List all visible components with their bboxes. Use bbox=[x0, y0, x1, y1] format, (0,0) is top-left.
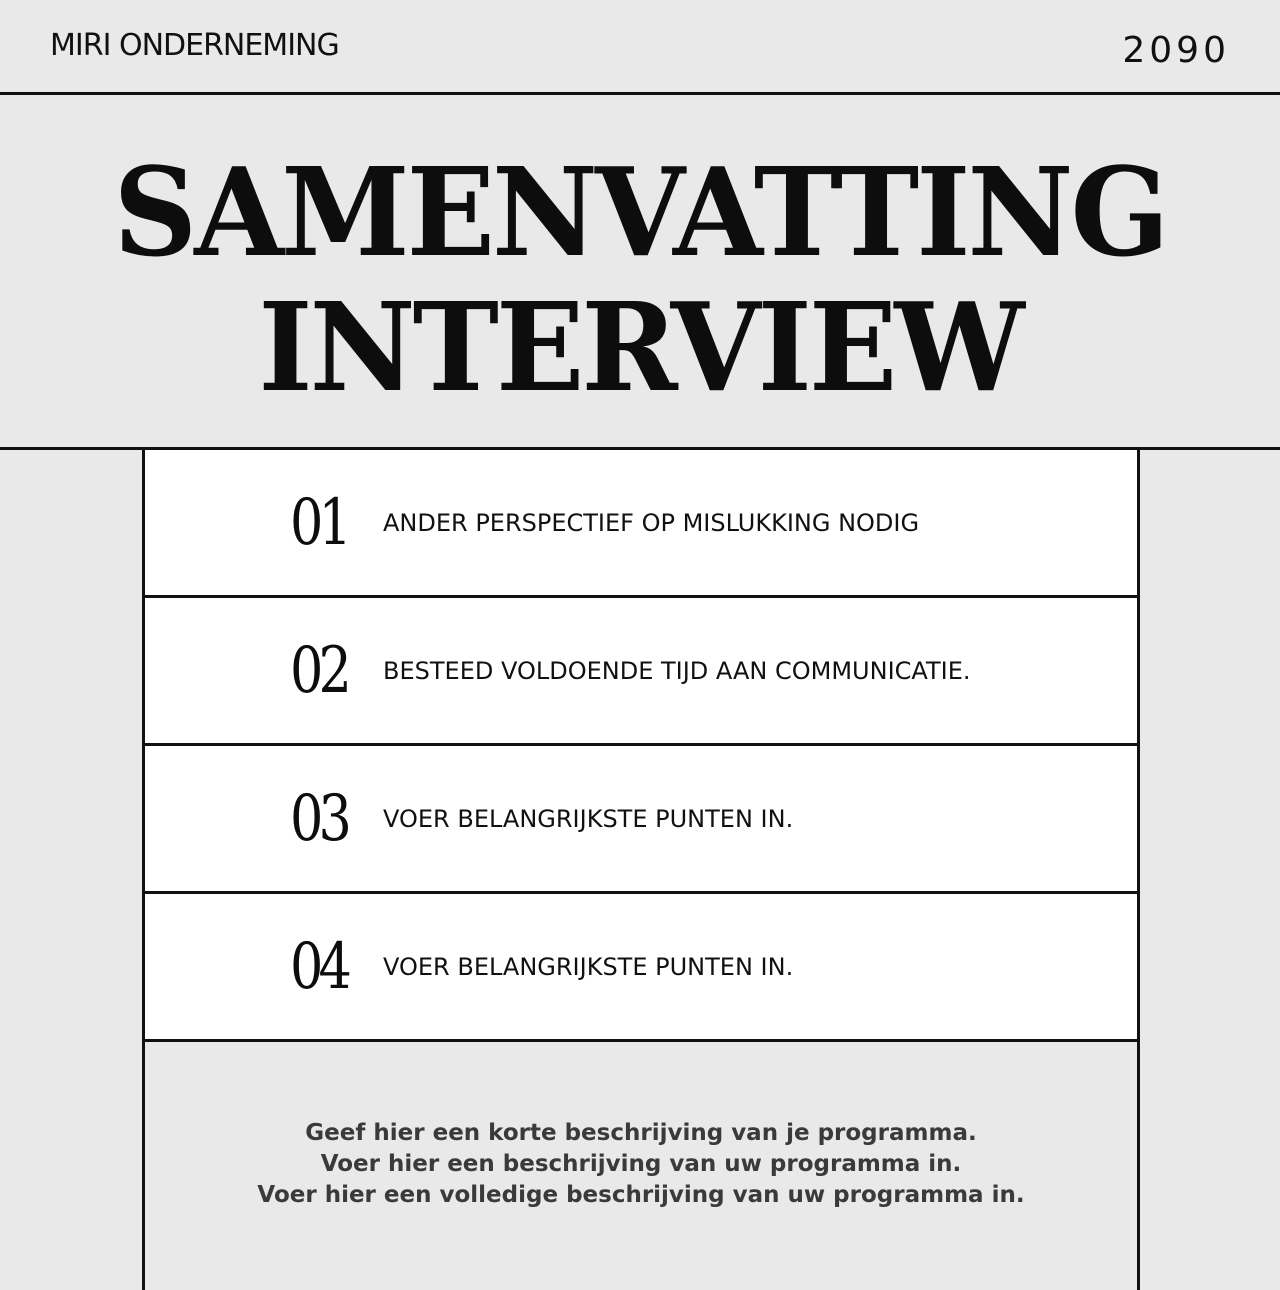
description-line-2: Voer hier een beschrijving van uw programma in. bbox=[320, 1151, 962, 1177]
year-label: 2090 bbox=[1122, 30, 1230, 71]
item-number: 04 bbox=[290, 929, 347, 1004]
program-description bbox=[145, 1118, 1137, 1211]
brand-name: MIRI ONDERNEMING bbox=[50, 28, 339, 63]
list-item bbox=[145, 746, 1137, 894]
item-text: ANDER PERSPECTIEF OP MISLUKKING NODIG bbox=[383, 508, 920, 537]
item-number: 03 bbox=[290, 781, 347, 856]
item-text: VOER BELANGRIJKSTE PUNTEN IN. bbox=[383, 952, 794, 981]
description-line-3: Voer hier een volledige beschrijving van uw programma in. bbox=[257, 1182, 1025, 1208]
title-block bbox=[0, 95, 1280, 450]
list-item bbox=[145, 598, 1137, 746]
page-title-line-1: SAMENVATTING bbox=[113, 141, 1167, 285]
summary-panel bbox=[142, 450, 1140, 1290]
description-line-1: Geef hier een korte beschrijving van je programma. bbox=[305, 1120, 977, 1146]
page-title-line-2: INTERVIEW bbox=[258, 276, 1022, 420]
list-item bbox=[145, 894, 1137, 1042]
list-item bbox=[145, 450, 1137, 598]
header-bar bbox=[0, 0, 1280, 95]
item-number: 01 bbox=[290, 485, 347, 560]
item-text: BESTEED VOLDOENDE TIJD AAN COMMUNICATIE. bbox=[383, 656, 971, 685]
item-number: 02 bbox=[290, 633, 347, 708]
item-text: VOER BELANGRIJKSTE PUNTEN IN. bbox=[383, 804, 794, 833]
